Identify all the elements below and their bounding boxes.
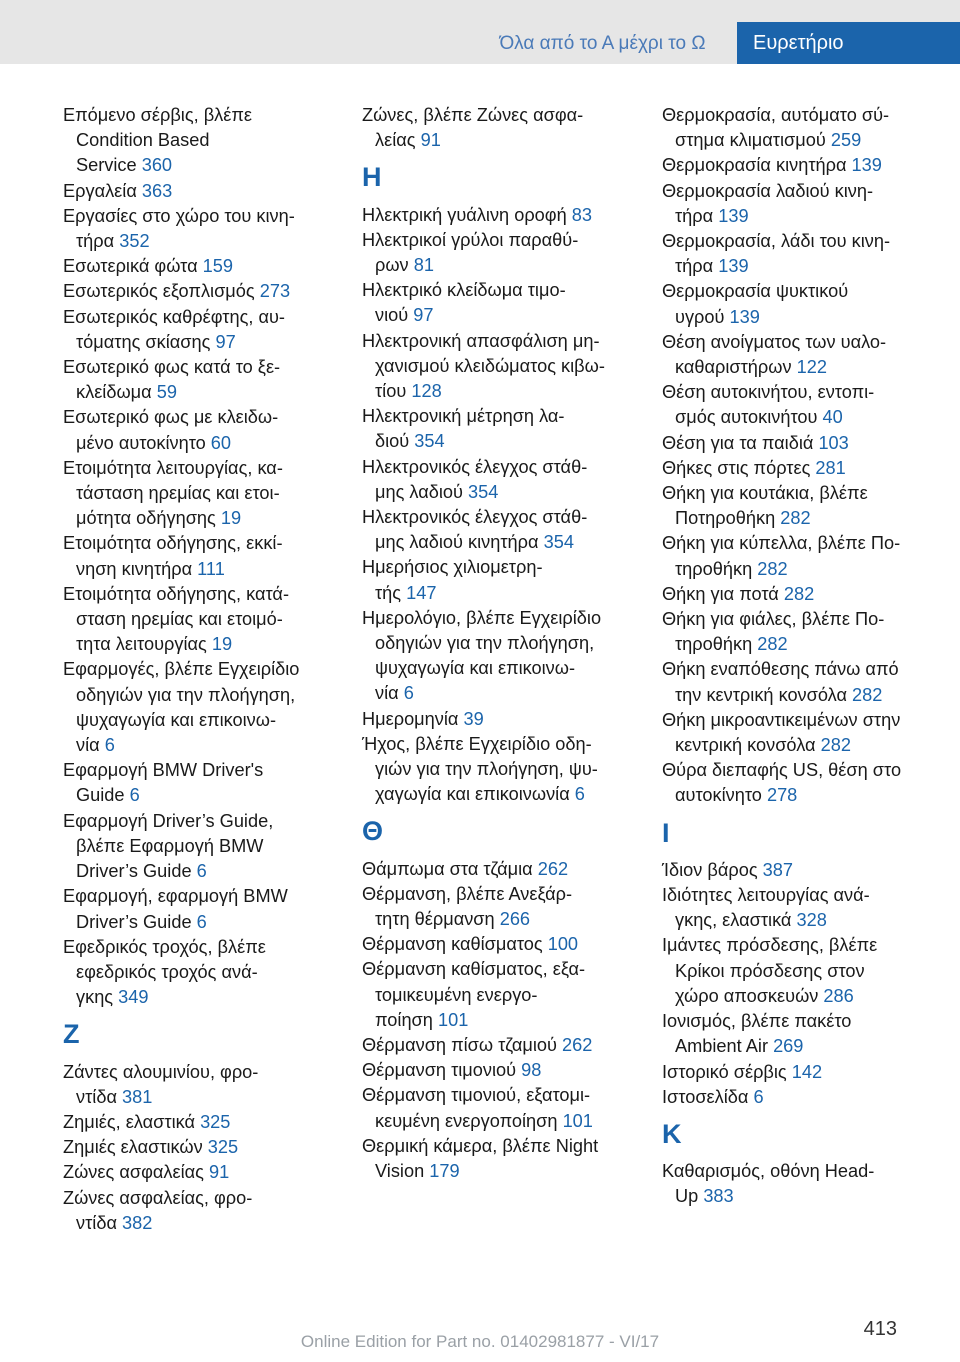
entry-text: Θερμοκρασία, αυτόματο σύ‐ [662, 105, 890, 125]
entry-text: ψυχαγωγία και επικοινω‐ [76, 709, 277, 730]
entry-text: Θερμοκρασία λαδιού κινη‐ [662, 180, 873, 201]
entry-text: βλέπε Εφαρμογή BMW [76, 835, 264, 856]
entry-text: την κεντρική κονσόλα [675, 684, 853, 705]
page-link[interactable]: 286 [823, 985, 854, 1006]
entry-text: Ηλεκτρονικός έλεγχος στάθ‐ [362, 507, 588, 528]
index-entry [63, 1186, 343, 1236]
index-entry [362, 555, 642, 605]
entry-text: Ζώνες, βλέπε Ζώνες ασφα‐ [362, 105, 584, 125]
page-link[interactable]: 325 [200, 1111, 231, 1132]
entry-text: Εφαρμογή Driver’s Guide, [63, 810, 274, 831]
page-link[interactable]: 266 [499, 909, 531, 930]
entry-text: Θήκη για ποτά [662, 583, 784, 604]
index-entry [362, 606, 642, 707]
page-link[interactable]: 97 [215, 331, 236, 352]
section-letter: Θ [362, 816, 384, 847]
index-entry [662, 657, 937, 707]
entry-text: Ambient Air [675, 1036, 774, 1057]
entry-text: Θέρμανση τιμονιού [362, 1060, 522, 1081]
page-link[interactable]: 381 [122, 1086, 153, 1107]
entry-text: Ημερήσιος χιλιομετρη‐ [362, 557, 543, 578]
page-link[interactable]: 354 [468, 481, 499, 502]
entry-text: τηροθήκη [675, 558, 758, 579]
entry-text: Θήκη για κουτάκια, βλέπε [662, 483, 868, 504]
entry-text: Θέση αυτοκινήτου, εντοπι‐ [662, 382, 875, 403]
entry-text: Θερμική κάμερα, βλέπε Night [362, 1135, 599, 1156]
page-link[interactable]: 122 [796, 357, 827, 378]
page-link[interactable]: 354 [543, 532, 574, 553]
index-entry [662, 380, 937, 430]
index-entry [662, 933, 937, 1009]
index-entry [662, 531, 937, 581]
entry-text: εφεδρικός τροχός ανά‐ [76, 961, 258, 982]
index-entry [362, 404, 642, 454]
entry-text: κεντρική κονσόλα [675, 735, 821, 756]
entry-text: Ηλεκτρονικός έλεγχος στάθ‐ [362, 456, 588, 477]
index-column-2 [362, 103, 642, 1184]
entry-text: Vision [375, 1161, 430, 1182]
entry-text: Ηλεκτρονική μέτρηση λα‐ [362, 406, 565, 427]
page-link[interactable]: 282 [757, 558, 788, 579]
index-entry [63, 1060, 343, 1110]
tab-index[interactable]: Ευρετήριο [737, 22, 960, 64]
index-entry [63, 405, 343, 455]
index-entry [63, 456, 343, 532]
tab-a-to-z[interactable]: Όλα από το Α μέχρι το Ω [499, 33, 706, 54]
index-entry [362, 455, 642, 505]
entry-text: Ηλεκτρικό κλείδωμα τιμο‐ [362, 280, 566, 301]
index-entry [662, 456, 937, 481]
entry-text: Εσωτερικό φως με κλειδω‐ [63, 407, 279, 428]
index-entry [662, 481, 937, 531]
page-link[interactable]: 349 [118, 987, 149, 1008]
page-link[interactable]: 282 [783, 583, 815, 604]
index-entry [63, 1160, 343, 1185]
entry-text: Θήκη για φιάλες, βλέπε Πο‐ [662, 609, 885, 630]
page-link[interactable]: 91 [420, 130, 441, 151]
entry-text: Θάμπωμα στα τζάμια [362, 858, 538, 879]
index-entry [63, 1110, 343, 1135]
entry-text: νία [375, 683, 404, 704]
entry-text: Ποτηροθήκη [675, 508, 781, 529]
page-link[interactable]: 139 [729, 306, 760, 327]
entry-text: ποίηση [375, 1009, 438, 1030]
entry-text: Θήκη για κύπελλα, βλέπε Πο‐ [662, 533, 901, 554]
index-entry [63, 657, 343, 758]
page-link[interactable]: 352 [119, 231, 150, 252]
index-entry [63, 809, 343, 885]
entry-text: Ζημιές, ελαστικά [63, 1111, 201, 1132]
entry-text: υγρού [675, 306, 730, 327]
index-entry [63, 305, 343, 355]
footer-edition: Online Edition for Part no. 01402981877 - VI/17 [300, 1332, 660, 1351]
index-entry [362, 857, 642, 882]
page-link[interactable]: 363 [141, 180, 173, 201]
entry-text: Ζημιές ελαστικών [63, 1137, 208, 1158]
entry-text: Θήκες στις πόρτες [662, 457, 816, 478]
entry-text: ρων [375, 255, 414, 275]
entry-text: τητη θέρμανση [375, 909, 500, 930]
index-column-1 [63, 103, 343, 1236]
index-entry [362, 1033, 642, 1058]
page-link[interactable]: 60 [210, 432, 232, 453]
entry-text: Θερμοκρασία κινητήρα [662, 155, 852, 176]
entry-text: νηση κινητήρα [76, 558, 198, 579]
index-entry [63, 103, 343, 179]
entry-text: χώρο αποσκευών [675, 985, 824, 1006]
page-link[interactable]: 262 [562, 1035, 593, 1056]
entry-text: Ηλεκτρονική απασφάλιση μη‐ [362, 330, 600, 351]
entry-text: Ηλεκτρικοί γρύλοι παραθύ‐ [362, 229, 579, 250]
index-entry [662, 431, 937, 456]
entry-text: Ημερομηνία [362, 708, 464, 729]
entry-text: τητα λειτουργίας [76, 634, 212, 655]
index-entry [63, 582, 343, 658]
index-entry [662, 229, 937, 279]
entry-text: Εφαρμογές, βλέπε Εγχειρίδιο [63, 659, 300, 680]
entry-text: Ετοιμότητα οδήγησης, εκκί‐ [63, 533, 283, 554]
index-entry [63, 254, 343, 279]
page-link[interactable]: 282 [820, 735, 851, 756]
page-link[interactable]: 273 [259, 281, 291, 302]
entry-text: Επόμενο σέρβις, βλέπε [63, 105, 253, 125]
entry-text: Εφεδρικός τροχός, βλέπε [63, 936, 266, 957]
page-link[interactable]: 97 [413, 305, 434, 326]
page-link[interactable]: 259 [830, 130, 862, 151]
entry-text: τάσταση ηρεμίας και ετοι‐ [76, 483, 280, 504]
entry-text: Driver’s Guide [76, 861, 197, 882]
index-entry [662, 279, 937, 329]
section-letter: K [662, 1118, 682, 1149]
index-entry [662, 582, 937, 607]
page-link[interactable]: 40 [822, 407, 843, 428]
entry-text: γιών για την πλοήγηση, ψυ‐ [375, 759, 598, 780]
entry-text: μένο αυτοκίνητο [76, 432, 211, 453]
entry-text: Εσωτερικός καθρέφτης, αυ‐ [63, 306, 285, 327]
page-link[interactable]: 6 [196, 861, 207, 882]
entry-text: χανισμού κλειδώματος κιβω‐ [375, 355, 605, 376]
entry-text: Θερμοκρασία ψυκτικού [662, 281, 849, 302]
entry-text: Θέρμανση τιμονιού, εξατομι‐ [362, 1085, 591, 1106]
entry-text: Ηλεκτρική γυάλινη οροφή [362, 204, 572, 225]
index-column-3 [662, 103, 937, 1210]
page-link[interactable]: 6 [403, 683, 414, 704]
page-link[interactable]: 282 [852, 684, 883, 705]
page-link[interactable]: 147 [406, 582, 437, 603]
entry-text: Ιονισμός, βλέπε πακέτο [662, 1011, 852, 1032]
index-entry [362, 932, 642, 957]
page-link[interactable]: 159 [202, 256, 234, 277]
entry-text: Condition Based [76, 130, 210, 151]
page-link[interactable]: 282 [780, 508, 811, 529]
index-entry [362, 882, 642, 932]
page-link[interactable]: 128 [411, 381, 442, 402]
entry-text: τήρα [675, 205, 719, 226]
entry-text: Ιστοσελίδα [662, 1086, 754, 1107]
page-link[interactable]: 325 [207, 1137, 239, 1158]
entry-text: Θήκη μικροαντικειμένων στην [662, 709, 901, 730]
page-link[interactable]: 328 [796, 910, 827, 931]
entry-text: Εργασίες στο χώρο του κινη‐ [63, 205, 295, 226]
entry-text: χαγωγία και επικοινωνία [375, 784, 575, 805]
page-link[interactable]: 6 [574, 784, 585, 805]
index-entry [362, 1083, 642, 1133]
index-entry [63, 758, 343, 808]
page-link[interactable]: 387 [762, 859, 794, 880]
entry-text: Εφαρμογή BMW Driver's [63, 760, 264, 781]
entry-text: οδηγιών για την πλοήγηση, [375, 633, 595, 654]
entry-text: τήρα [76, 231, 120, 252]
index-entry [662, 1009, 937, 1059]
entry-text: Θερμοκρασία, λάδι του κινη‐ [662, 231, 891, 252]
index-entry [662, 607, 937, 657]
index-entry [362, 278, 642, 328]
entry-text: Θήκη εναπόθεσης πάνω από [662, 659, 899, 680]
entry-text: Ημερολόγιο, βλέπε Εγχειρίδιο [362, 607, 602, 628]
entry-text: Ιδιότητες λειτουργίας ανά‐ [662, 885, 870, 906]
entry-text: Ζώνες ασφαλείας [63, 1162, 209, 1183]
page-link[interactable]: 6 [129, 785, 140, 806]
entry-text: Ίδιον βάρος [662, 859, 763, 880]
page-link[interactable]: 111 [197, 558, 225, 579]
index-entry [662, 758, 937, 808]
index-entry [662, 1159, 937, 1209]
page-link[interactable]: 269 [773, 1036, 804, 1057]
page-link[interactable]: 81 [413, 255, 434, 275]
index-entry [362, 957, 642, 1033]
index-entry [662, 883, 937, 933]
index-entry [362, 505, 642, 555]
index-entry [362, 707, 642, 732]
index-entry [362, 228, 642, 278]
entry-text: Ιμάντες πρόσδεσης, βλέπε [662, 935, 878, 956]
entry-text: ψυχαγωγία και επικοινω‐ [375, 658, 576, 679]
page-number: 413 [863, 1318, 897, 1340]
entry-text: Guide [76, 785, 130, 806]
page-link[interactable]: 262 [537, 858, 569, 879]
page-link[interactable]: 103 [818, 432, 849, 453]
entry-text: Θύρα διεπαφής US, θέση στο [662, 760, 902, 781]
index-entry [662, 1085, 937, 1110]
entry-text: Κρίκοι πρόσδεσης στον [675, 960, 865, 981]
page-link[interactable]: 101 [562, 1110, 593, 1131]
section-letter: Z [63, 1019, 80, 1050]
entry-text: Θέρμανση καθίσματος, εξα‐ [362, 959, 586, 980]
page-link[interactable]: 382 [122, 1212, 153, 1233]
entry-text: Θέρμανση καθίσματος [362, 934, 548, 955]
index-entry [662, 708, 937, 758]
page-link[interactable]: 354 [414, 431, 445, 452]
page-link[interactable]: 83 [571, 204, 592, 225]
page-link[interactable]: 282 [757, 634, 788, 655]
index-entry [63, 1135, 343, 1160]
entry-text: οδηγιών για την πλοήγηση, [76, 684, 296, 705]
entry-text: κευμένη ενεργοποίηση [375, 1110, 563, 1131]
entry-text: λείας [375, 130, 421, 151]
entry-text: Ζώνες ασφαλείας, φρο‐ [63, 1187, 253, 1208]
entry-text: τήρα [675, 256, 719, 277]
entry-text: τόματης σκίασης [76, 331, 216, 352]
page-link[interactable]: 6 [104, 735, 115, 756]
entry-text: μης λαδιού κινητήρα [375, 532, 544, 553]
entry-text: Εσωτερικός εξοπλισμός [63, 281, 260, 302]
entry-text: γκης [76, 987, 119, 1008]
index-entry [63, 179, 343, 204]
index-entry [63, 279, 343, 304]
entry-text: σταση ηρεμίας και ετοιμό‐ [76, 609, 283, 630]
entry-text: Service [76, 155, 142, 176]
entry-text: Θέρμανση πίσω τζαμιού [362, 1035, 563, 1056]
index-entry [662, 330, 937, 380]
entry-text: ντίδα [76, 1212, 123, 1233]
entry-text: Θέση για τα παιδιά [662, 432, 819, 453]
index-entry [63, 935, 343, 1011]
entry-text: τηροθήκη [675, 634, 758, 655]
page-link[interactable]: 139 [718, 205, 749, 226]
entry-text: στημα κλιματισμού [675, 130, 831, 151]
entry-text: Driver’s Guide [76, 911, 197, 932]
entry-text: νιού [375, 305, 414, 326]
index-entry [63, 355, 343, 405]
page-link[interactable]: 6 [196, 911, 207, 932]
page-link[interactable]: 139 [718, 256, 749, 277]
index-entry [63, 531, 343, 581]
entry-text: τίου [375, 381, 412, 402]
index-entry [362, 203, 642, 228]
entry-text: Εσωτερικά φώτα [63, 256, 203, 277]
index-entry [63, 204, 343, 254]
page-link[interactable]: 360 [141, 155, 173, 176]
index-entry [362, 1134, 642, 1184]
entry-text: Ετοιμότητα λειτουργίας, κα‐ [63, 457, 283, 478]
index-entry [362, 732, 642, 808]
index-entry [662, 858, 937, 883]
entry-text: ντίδα [76, 1086, 123, 1107]
index-entry [362, 329, 642, 405]
entry-text: αυτοκίνητο [675, 785, 767, 806]
entry-text: Εργαλεία [63, 180, 142, 201]
entry-text: Ήχος, βλέπε Εγχειρίδιο οδη‐ [362, 733, 592, 754]
index-entry [362, 1058, 642, 1083]
page-link[interactable]: 139 [851, 155, 882, 176]
index-entry [662, 103, 937, 153]
page-link[interactable]: 59 [156, 382, 177, 403]
page-link[interactable]: 281 [815, 457, 846, 478]
page-link[interactable]: 39 [463, 708, 484, 729]
index-entry [362, 103, 642, 153]
entry-text: καθαριστήρων [675, 357, 797, 378]
entry-text: κλείδωμα [76, 382, 157, 403]
page-link[interactable]: 100 [547, 934, 579, 955]
page-link[interactable]: 278 [766, 785, 798, 806]
entry-text: νία [76, 735, 105, 756]
entry-text: μότητα οδήγησης [76, 508, 221, 529]
page-link[interactable]: 19 [211, 634, 233, 655]
entry-text: Θέρμανση, βλέπε Ανεξάρ‐ [362, 883, 573, 904]
page-link[interactable]: 179 [429, 1161, 460, 1182]
page-link[interactable]: 142 [791, 1061, 823, 1082]
entry-text: Ιστορικό σέρβις [662, 1061, 792, 1082]
entry-text: Εφαρμογή, εφαρμογή BMW [63, 886, 288, 907]
page-link[interactable]: 383 [703, 1186, 734, 1207]
header-bar [0, 0, 960, 64]
page-link[interactable]: 6 [753, 1086, 764, 1107]
entry-text: τομικευμένη ενεργο‐ [375, 984, 538, 1005]
page-link[interactable]: 101 [437, 1009, 469, 1030]
entry-text: Up [675, 1186, 704, 1207]
entry-text: γκης, ελαστικά [675, 910, 797, 931]
index-entry [662, 153, 937, 178]
entry-text: Ζάντες αλουμινίου, φρο‐ [63, 1061, 259, 1082]
entry-text: μης λαδιού [375, 481, 469, 502]
entry-text: διού [375, 431, 415, 452]
index-entry [662, 1060, 937, 1085]
section-letter: I [662, 817, 670, 848]
section-letter: H [362, 162, 382, 193]
entry-text: Εσωτερικό φως κατά το ξε‐ [63, 357, 281, 378]
entry-text: τής [375, 582, 407, 603]
entry-text: Θέση ανοίγματος των υαλο‐ [662, 331, 887, 352]
entry-text: Καθαρισμός, οθόνη Head- [662, 1161, 875, 1182]
index-entry [63, 884, 343, 934]
index-entry [662, 179, 937, 229]
entry-text: Ετοιμότητα οδήγησης, κατά‐ [63, 583, 290, 604]
page-link[interactable]: 98 [521, 1060, 542, 1081]
page-link[interactable]: 91 [208, 1162, 230, 1183]
page-link[interactable]: 19 [220, 508, 242, 529]
entry-text: σμός αυτοκινήτου [675, 407, 823, 428]
